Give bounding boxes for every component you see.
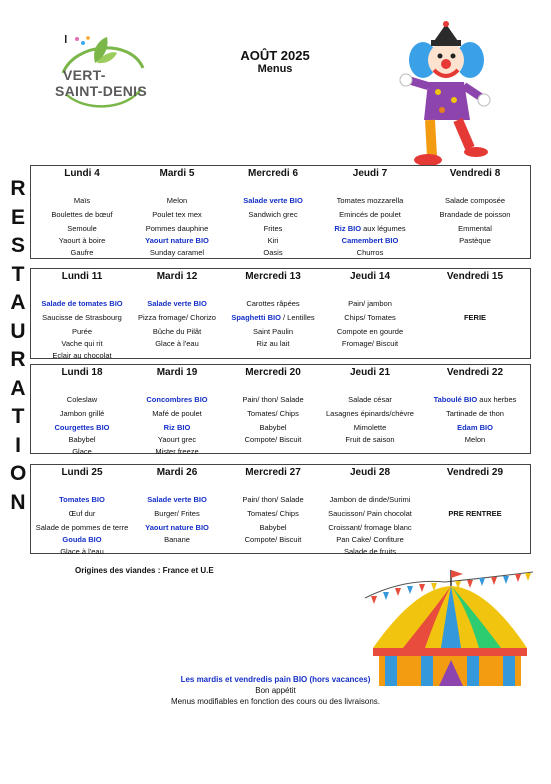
menu-item: Concombres BIO bbox=[146, 395, 208, 404]
menu-item: Gaufre bbox=[70, 248, 94, 257]
day-header: Mardi 5 bbox=[159, 168, 195, 179]
week-table bbox=[30, 464, 531, 554]
menu-item: Lasagnes épinards/chèvre bbox=[326, 409, 414, 418]
menu-item: Melon bbox=[464, 435, 486, 444]
menu-item: Gouda BIO bbox=[62, 535, 102, 544]
bio-label: Spaghetti BIO bbox=[231, 313, 281, 322]
menu-item: Croissant/ fromage blanc bbox=[328, 523, 412, 532]
menu-item: Salade composée bbox=[444, 196, 506, 205]
menu-item: Compote/ Biscuit bbox=[244, 435, 302, 444]
menu-item: Brandade de poisson bbox=[439, 210, 511, 219]
vertical-letter: I bbox=[15, 433, 21, 457]
day-header: Vendredi 22 bbox=[446, 367, 504, 378]
menu-item: Pastèque bbox=[459, 236, 491, 245]
menu-item: Salade césar bbox=[348, 395, 392, 404]
day-header: Jeudi 21 bbox=[349, 367, 391, 378]
circus-tent-illustration bbox=[355, 568, 543, 690]
day-header: Mercredi 13 bbox=[245, 271, 301, 282]
week-table bbox=[30, 364, 531, 454]
day-header: Lundi 4 bbox=[64, 168, 100, 179]
menu-item: Semoule bbox=[67, 224, 97, 233]
menu-item: Courgettes BIO bbox=[54, 423, 110, 432]
menu-item: Babybel bbox=[259, 523, 287, 532]
menu-item: Salade de fruits bbox=[343, 547, 397, 556]
day-header: Vendredi 29 bbox=[446, 467, 504, 478]
menu-item: Oasis bbox=[263, 248, 283, 257]
menu-item: Saucisse de Strasbourg bbox=[42, 313, 122, 322]
menu-item: Melon bbox=[166, 196, 188, 205]
menu-item: Camembert BIO bbox=[341, 236, 399, 245]
circus-tent-icon bbox=[355, 568, 543, 690]
clown-illustration bbox=[398, 20, 498, 170]
menu-item: Sandwich grec bbox=[248, 210, 298, 219]
vertical-letter: S bbox=[10, 234, 25, 257]
menu-item: Burger/ Frites bbox=[154, 509, 200, 518]
menu-item: Saucisson/ Pain chocolat bbox=[328, 509, 412, 518]
menu-item: Salade verte BIO bbox=[147, 299, 207, 308]
menu-item: Mister freeze bbox=[155, 447, 199, 456]
day-header: Mercredi 20 bbox=[245, 367, 301, 378]
menu-item: Tomates/ Chips bbox=[247, 509, 299, 518]
day-header: Vendredi 8 bbox=[449, 168, 501, 179]
menu-item: Pommes dauphine bbox=[145, 224, 209, 233]
menu-item: Maïs bbox=[73, 196, 91, 205]
menu-item: Pain/ thon/ Salade bbox=[242, 495, 304, 504]
day-header: Mardi 26 bbox=[156, 467, 198, 478]
menu-item: FERIE bbox=[463, 313, 487, 322]
menu-item: Babybel bbox=[68, 435, 96, 444]
menu-item: Riz au lait bbox=[256, 339, 290, 348]
day-header: Lundi 25 bbox=[61, 467, 103, 478]
day-header: Vendredi 15 bbox=[446, 271, 504, 282]
menu-item: Kiri bbox=[267, 236, 279, 245]
menu-item: Jambon de dinde/Surimi bbox=[329, 495, 411, 504]
menu-item: Yaourt à boire bbox=[58, 236, 106, 245]
town-logo bbox=[55, 33, 150, 113]
page-subtitle: Menus bbox=[257, 63, 293, 75]
menu-item: Riz BIO bbox=[163, 423, 191, 432]
day-header: Jeudi 14 bbox=[349, 271, 391, 282]
menu-item: Pain/ thon/ Salade bbox=[242, 395, 304, 404]
menu-item: Tomates mozzarella bbox=[336, 196, 404, 205]
menu-item: Carottes râpées bbox=[246, 299, 300, 308]
menu-item: Glace bbox=[72, 447, 92, 456]
menu-item: Fruit de saison bbox=[345, 435, 395, 444]
week-table bbox=[30, 268, 531, 359]
vertical-letter: R bbox=[10, 177, 26, 200]
menu-item: Mafé de poulet bbox=[152, 409, 202, 418]
day-header: Mardi 12 bbox=[156, 271, 198, 282]
menu-item: Compote/ Biscuit bbox=[244, 535, 302, 544]
vertical-letter: E bbox=[10, 205, 25, 229]
menu-item: Edam BIO bbox=[457, 423, 493, 432]
page-title: AOÛT 2025 bbox=[240, 48, 310, 63]
bio-label: Riz BIO bbox=[334, 224, 362, 233]
clown-icon bbox=[398, 20, 498, 170]
menu-item-rest: aux herbes bbox=[477, 395, 517, 404]
menu-item: Tomates BIO bbox=[59, 495, 105, 504]
menu-item: Emmental bbox=[458, 224, 492, 233]
menu-item: Yaourt nature BIO bbox=[145, 236, 209, 245]
menu-item: Compote en gourde bbox=[336, 327, 404, 336]
vertical-letter: R bbox=[10, 348, 26, 371]
menu-item: Banane bbox=[164, 535, 190, 544]
menu-item: Œuf dur bbox=[68, 509, 96, 518]
menu-item: Pizza fromage/ Chorizo bbox=[138, 313, 216, 322]
menu-item: Poulet tex mex bbox=[152, 210, 202, 219]
menu-item: Babybel bbox=[259, 423, 287, 432]
menu-item: Frites bbox=[263, 224, 283, 233]
menu-item: Glace à l'eau bbox=[155, 339, 199, 348]
menu-item bbox=[320, 224, 420, 233]
menu-item bbox=[223, 313, 323, 322]
menu-item: Saint Paulin bbox=[252, 327, 294, 336]
menu-item: Fromage/ Biscuit bbox=[341, 339, 399, 348]
menu-item: Salade verte BIO bbox=[243, 196, 303, 205]
menu-item-rest: aux légumes bbox=[361, 224, 406, 233]
menu-item: Salade de pommes de terre bbox=[35, 523, 129, 532]
menu-item: Salade de tomates BIO bbox=[41, 299, 123, 308]
menu-item: Eclair au chocolat bbox=[52, 351, 112, 360]
menu-item: Purée bbox=[71, 327, 92, 336]
day-header: Mardi 19 bbox=[156, 367, 198, 378]
menu-item: Yaourt nature BIO bbox=[145, 523, 209, 532]
menu-item: Pain/ jambon bbox=[348, 299, 392, 308]
menu-item: Chips/ Tomates bbox=[344, 313, 396, 322]
menu-item: Mimolette bbox=[353, 423, 387, 432]
menu-item-rest: / Lentilles bbox=[280, 313, 315, 322]
day-header: Lundi 11 bbox=[61, 271, 103, 282]
menu-item: PRE RENTREE bbox=[448, 509, 502, 518]
menu-item: Pan Cake/ Confiture bbox=[336, 535, 404, 544]
meat-origin-note: Origines des viandes : France et U.E bbox=[75, 566, 214, 575]
vertical-letter: A bbox=[10, 291, 26, 314]
menu-item: Yaourt grec bbox=[157, 435, 197, 444]
vertical-letter: T bbox=[11, 262, 25, 286]
menu-item: Bûche du Pilât bbox=[152, 327, 202, 336]
modification-note: Menus modifiables en fonction des cours ou des livraisons. bbox=[171, 697, 380, 706]
bio-label: Taboulé BIO bbox=[433, 395, 478, 404]
day-header: Mercredi 6 bbox=[247, 168, 299, 179]
vertical-letter: N bbox=[10, 490, 26, 514]
menu-item: Sunday caramel bbox=[149, 248, 205, 257]
menu-item: Tomates/ Chips bbox=[247, 409, 299, 418]
vertical-letter: O bbox=[10, 462, 27, 485]
vertical-letter: T bbox=[11, 405, 25, 428]
vertical-letter: U bbox=[10, 319, 26, 343]
logo-line-1: VERT- bbox=[63, 67, 106, 83]
day-header: Jeudi 28 bbox=[349, 467, 391, 478]
week-table bbox=[30, 165, 531, 259]
menu-item: Vache qui rit bbox=[61, 339, 103, 348]
day-header: Lundi 18 bbox=[61, 367, 103, 378]
menu-item: Glace à l'eau bbox=[60, 547, 104, 556]
menu-item: Emincés de poulet bbox=[339, 210, 401, 219]
logo-line-2: SAINT-DENIS bbox=[55, 83, 147, 99]
menu-item: Coleslaw bbox=[66, 395, 98, 404]
bon-appetit-text: Bon appétit bbox=[255, 686, 296, 695]
menu-item: Tartinade de thon bbox=[446, 409, 504, 418]
day-header: Mercredi 27 bbox=[245, 467, 301, 478]
menu-item: Jambon grillé bbox=[59, 409, 105, 418]
vertical-restauration-label bbox=[10, 175, 26, 517]
menu-item: Salade verte BIO bbox=[147, 495, 207, 504]
menu-item: Boulettes de bœuf bbox=[51, 210, 113, 219]
bio-bread-note: Les mardis et vendredis pain BIO (hors vacances) bbox=[180, 675, 371, 684]
menu-item: Churros bbox=[356, 248, 384, 257]
day-header: Jeudi 7 bbox=[352, 168, 388, 179]
vertical-letter: A bbox=[10, 376, 26, 400]
menu-item bbox=[425, 395, 525, 404]
